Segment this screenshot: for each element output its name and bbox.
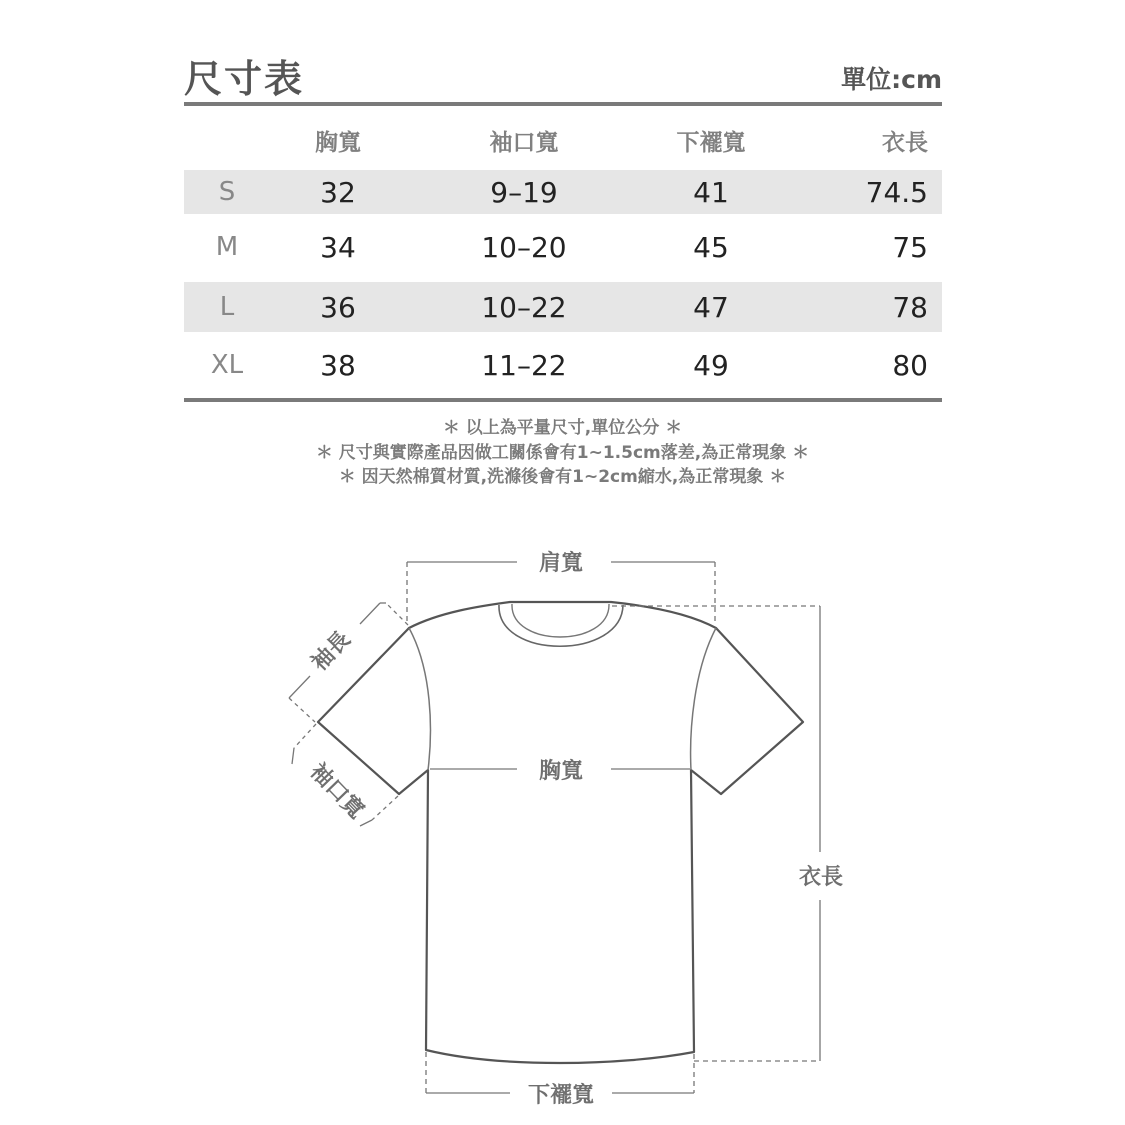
length-cell: 75 xyxy=(892,230,928,264)
column-header-chest: 胸寬 xyxy=(315,129,361,156)
hem-cell: 49 xyxy=(693,348,729,382)
chest-cell: 36 xyxy=(320,290,356,324)
size-cell: M xyxy=(215,232,239,262)
shoulder-label: 肩寬 xyxy=(538,551,584,576)
length-label: 衣長 xyxy=(798,865,844,890)
chest-cell: 32 xyxy=(320,175,356,209)
cuff-cell: 9–19 xyxy=(490,175,558,209)
size-cell: L xyxy=(219,292,235,322)
hem-cell: 47 xyxy=(693,290,729,324)
length-cell: 80 xyxy=(892,348,928,382)
sleeve-length-label: 袖長 xyxy=(307,626,356,676)
hem-cell: 41 xyxy=(693,175,729,209)
cuff-cell: 10–22 xyxy=(481,290,567,324)
note-line: ＊ 尺寸與實際產品因做工關係會有1~1.5cm落差,為正常現象 ＊ xyxy=(315,442,810,463)
cuff-label: 袖口寬 xyxy=(304,759,369,824)
chest-label: 胸寬 xyxy=(538,759,584,784)
unit-label: 單位:cm xyxy=(841,65,942,94)
length-cell: 78 xyxy=(892,290,928,324)
page-title: 尺寸表 xyxy=(184,57,305,101)
note-line: ＊ 因天然棉質材質,洗滌後會有1~2cm縮水,為正常現象 ＊ xyxy=(338,467,787,487)
column-header-length: 衣長 xyxy=(882,129,928,156)
hem-label: 下襬寬 xyxy=(527,1083,595,1108)
column-header-hem: 下襬寬 xyxy=(676,129,746,156)
cuff-cell: 11–22 xyxy=(481,348,567,382)
chest-cell: 34 xyxy=(320,230,356,264)
hem-cell: 45 xyxy=(693,230,729,264)
note-line: ＊ 以上為平量尺寸,單位公分 ＊ xyxy=(442,418,683,438)
cuff-cell: 10–20 xyxy=(481,230,567,264)
length-cell: 74.5 xyxy=(865,175,928,209)
size-cell: XL xyxy=(210,350,244,380)
size-cell: S xyxy=(218,177,236,207)
tshirt-outline xyxy=(318,602,803,1063)
column-header-cuff: 袖口寬 xyxy=(489,129,559,156)
chest-cell: 38 xyxy=(320,348,356,382)
